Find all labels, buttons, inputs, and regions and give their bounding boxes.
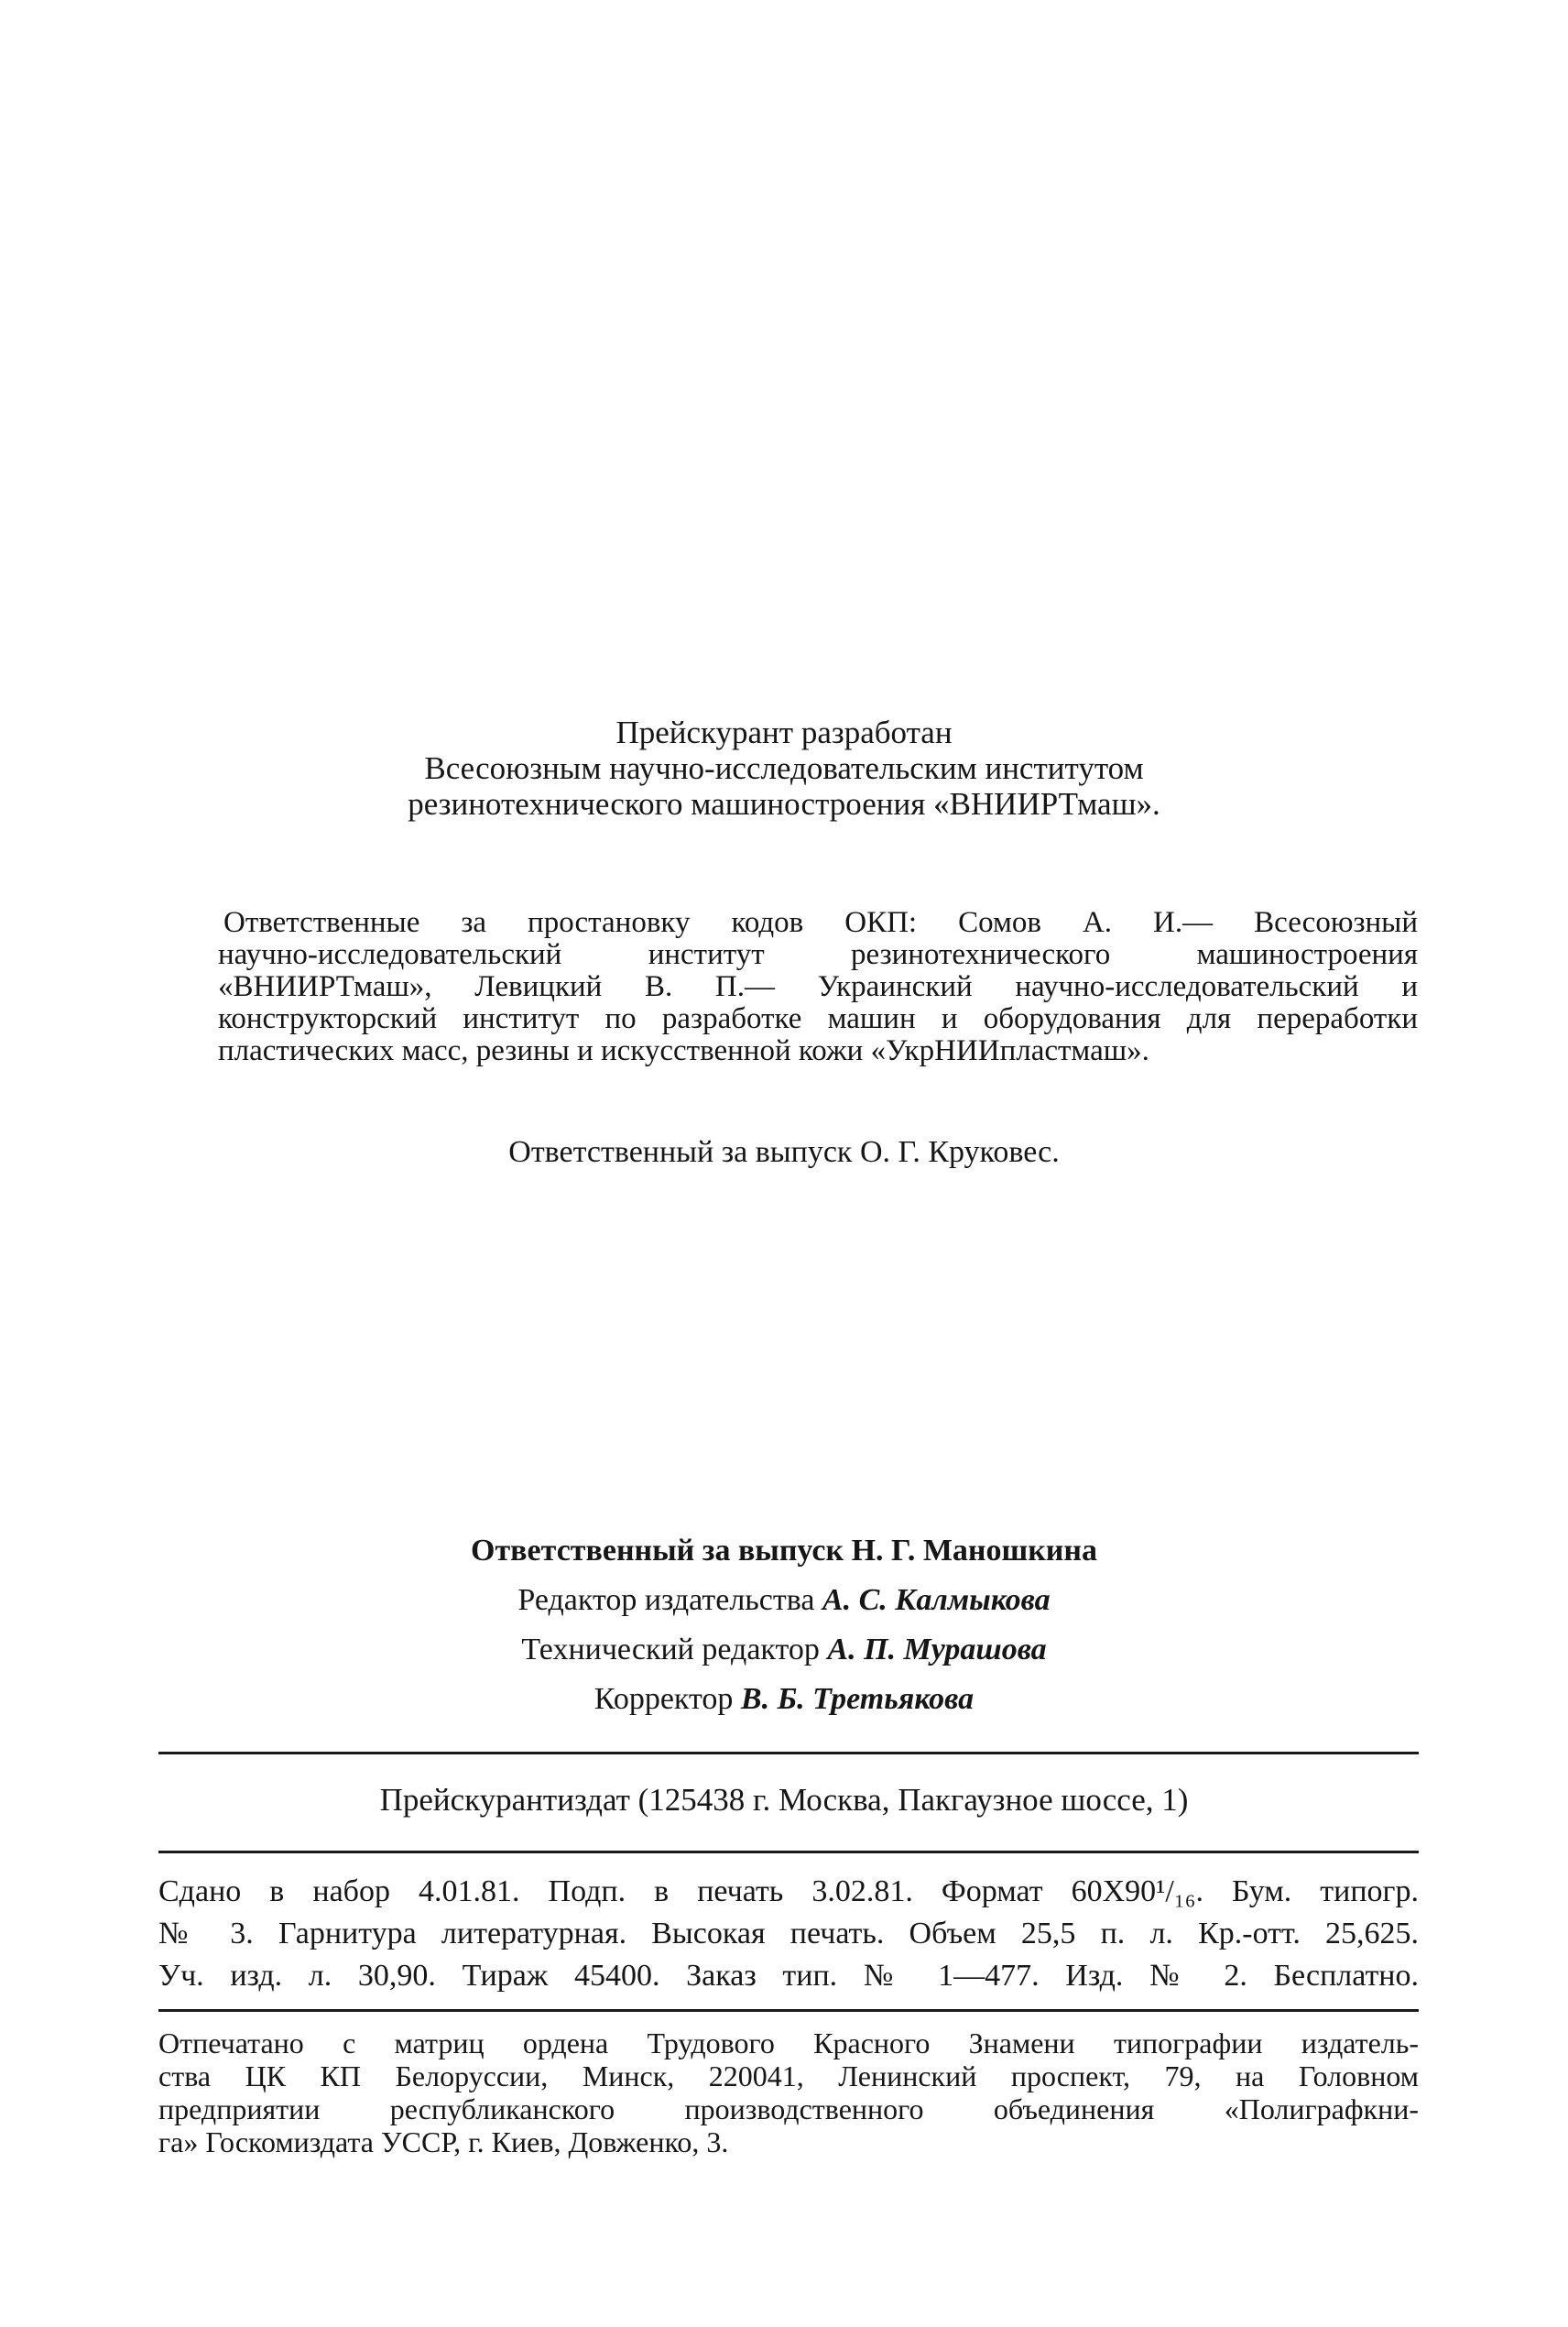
printed-by-line: ства ЦК КП Белоруссии, Минск, 220041, Ленинский проспект, 79, на Головном [158, 2059, 1419, 2092]
release-responsible [0, 1134, 1568, 1170]
okp-line: научно-исследовательский институт резинотехнического машиностроения [218, 938, 1418, 971]
printed-by-line: Отпечатано с матриц ордена Трудового Красного Знамени типографии издатель- [158, 2027, 1419, 2059]
credit-role: Редактор издательства [517, 1583, 815, 1617]
credit-name: Н. Г. Маношкина [851, 1534, 1097, 1568]
print-details-line: Уч. изд. л. 30,90. Тираж 45400. Заказ тип. № 1—477. Изд. № 2. Бесплатно. [158, 1959, 1419, 1993]
print-details-line: № 3. Гарнитура литературная. Высокая печать. Объем 25,5 п. л. Кр.-отт. 25,625. [158, 1917, 1419, 1950]
divider [158, 1752, 1419, 1754]
printed-by-line: предприятии республиканского производственного объединения «Полиграфкни- [158, 2092, 1419, 2125]
credit-role: Корректор [593, 1682, 734, 1716]
okp-line: конструкторский институт по разработке машин и оборудования для переработки [218, 1002, 1418, 1035]
okp-responsible-paragraph [218, 907, 1418, 1067]
printed-by-paragraph [158, 2027, 1419, 2158]
publisher-text: Прейскурантиздат (125438 г. Москва, Пакгаузное шоссе, 1) [379, 1782, 1189, 1818]
okp-line: пластических масс, резины и искусственной кожи «УкрНИИпластмаш». [218, 1034, 1149, 1067]
developer-block [0, 715, 1568, 822]
okp-line: Ответственные за простановку кодов ОКП: Сомов А. И.— Всесоюзный [223, 906, 1418, 939]
credit-name: А. П. Мурашова [827, 1633, 1047, 1666]
developer-line: Прейскурант разработан [615, 715, 953, 750]
credit-editor [0, 1576, 1568, 1625]
credit-tech-editor [0, 1625, 1568, 1675]
publisher-line [0, 1782, 1568, 1819]
credit-name: А. С. Калмыкова [822, 1583, 1051, 1617]
credit-role: Ответственный за выпуск [471, 1534, 844, 1568]
credit-role: Технический редактор [521, 1633, 820, 1666]
developer-line: Всесоюзным научно-исследовательским институтом [424, 750, 1144, 786]
credit-responsible [0, 1526, 1568, 1576]
credit-proofreader [0, 1675, 1568, 1724]
credits-block [0, 1526, 1568, 1724]
printed-by-line: га» Госкомиздата УССР, г. Киев, Довженко, 3. [158, 2125, 729, 2158]
developer-line: резинотехнического машиностроения «ВНИИРТмаш». [408, 786, 1160, 822]
release-responsible-text: Ответственный за выпуск О. Г. Круковес. [508, 1135, 1060, 1169]
divider [158, 2009, 1419, 2012]
divider [158, 1851, 1419, 1853]
print-details-line: Сдано в набор 4.01.81. Подп. в печать 3.02.81. Формат 60X90¹/₁₆. Бум. типогр. [158, 1874, 1419, 1908]
credit-name: В. Б. Третьякова [740, 1682, 975, 1716]
print-details [158, 1871, 1419, 1997]
okp-line: «ВНИИРТмаш», Левицкий В. П.— Украинский научно-исследовательский и [218, 970, 1418, 1003]
